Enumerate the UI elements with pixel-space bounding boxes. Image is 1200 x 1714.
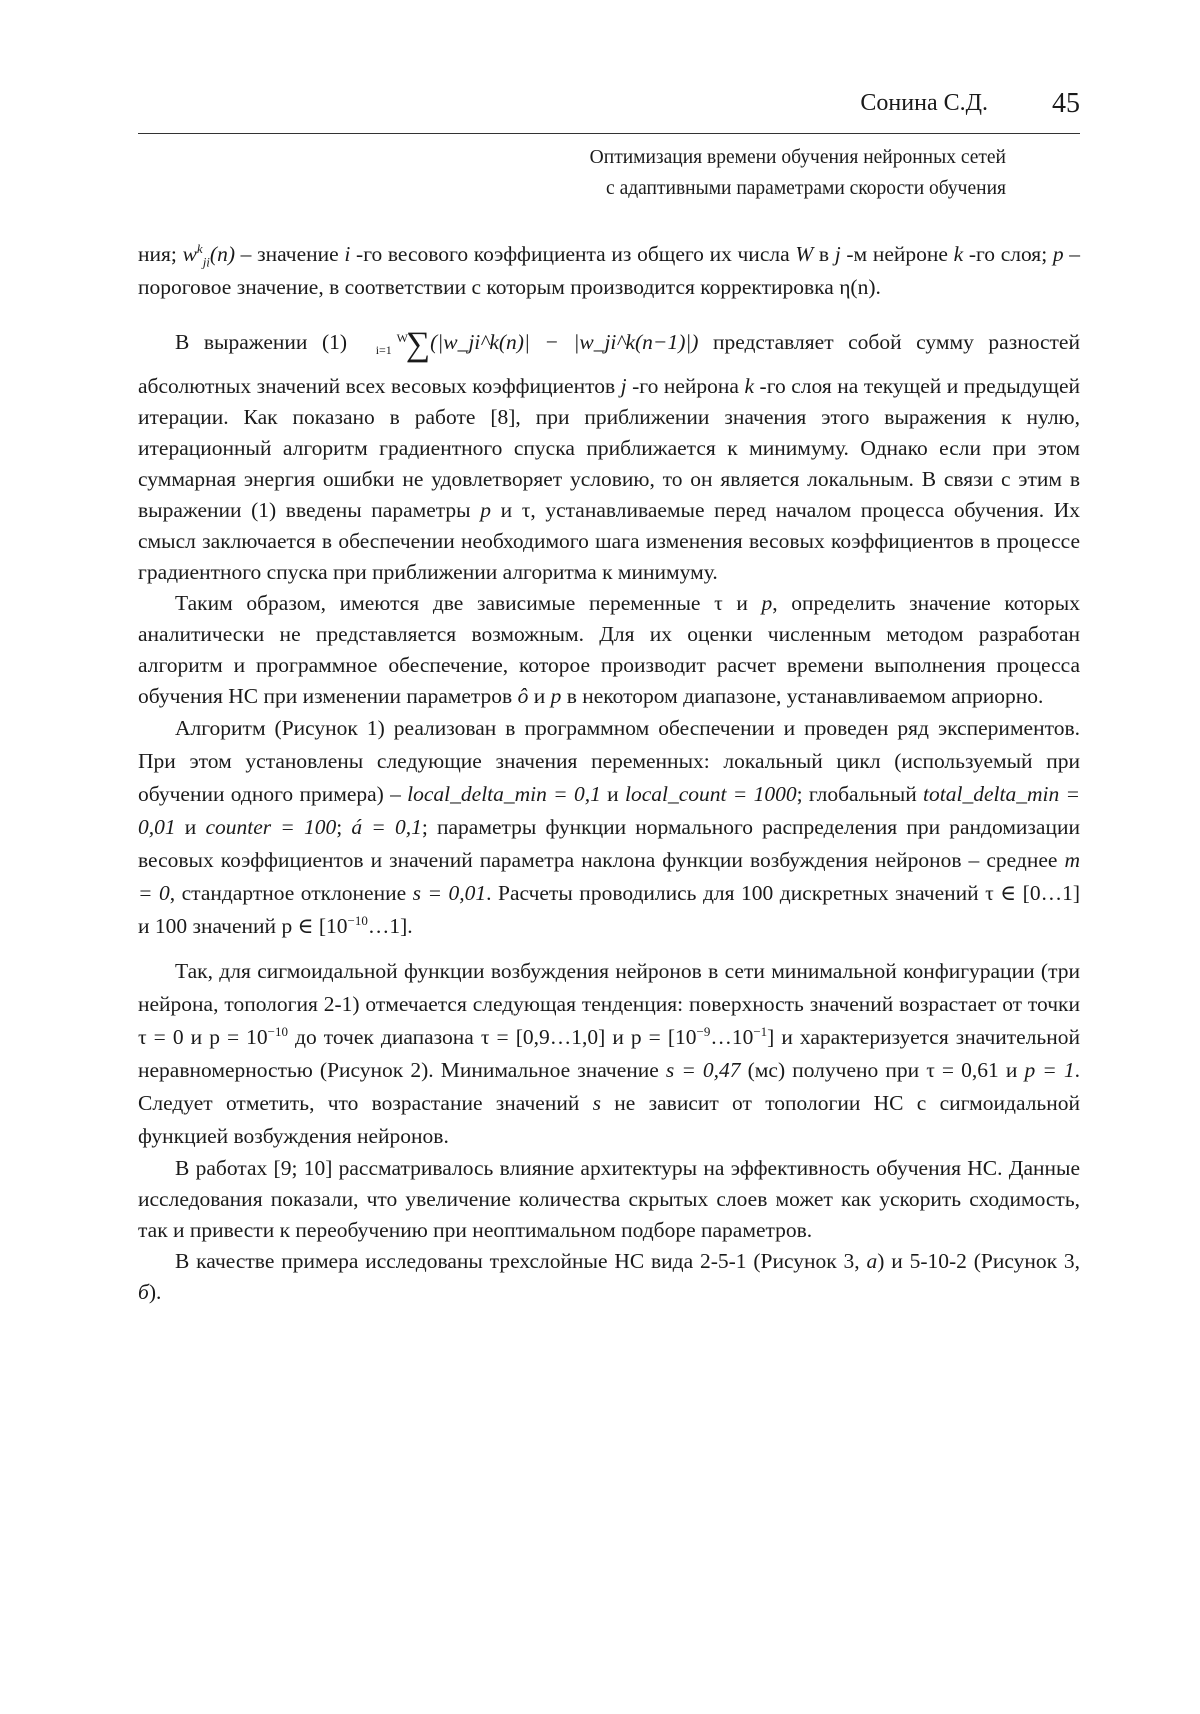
- text-run: .: [875, 275, 881, 299]
- formula-s-min: s = 0,47: [665, 1058, 741, 1082]
- text-run: , определить значение которых аналитически не представляется возможным. Для их оценки численным методом разработан алгоритм и программное обеспечение, которое производит расчет времени выполнения процесса обучения НС при изменении параметров: [138, 591, 1080, 708]
- formula-symbol: j: [620, 374, 627, 398]
- formula-symbol: τ: [521, 498, 531, 522]
- paragraph-3: [138, 588, 1080, 712]
- formula-symbol: τ: [714, 591, 723, 615]
- formula-weight: [182, 240, 235, 270]
- text-run: . Следует отметить, что возрастание значений: [138, 1058, 1081, 1115]
- text-run: в: [813, 242, 835, 266]
- formula-local-count: local_count = 1000: [624, 782, 797, 806]
- formula-part: p = 10: [209, 1025, 268, 1049]
- formula-symbol: W: [795, 242, 814, 266]
- formula-symbol: ô: [517, 684, 529, 708]
- formula-tau-opt: τ = 0,61: [926, 1058, 999, 1082]
- running-header-title-line-2: с адаптивными параметрами скорости обучения: [606, 178, 1006, 199]
- running-header-title-line-1: Оптимизация времени обучения нейронных сетей: [589, 147, 1006, 168]
- text-run: ; параметры функции нормального распределения при рандомизации весовых коэффициентов и значений параметра наклона функции возбуждения нейронов – среднее: [138, 815, 1080, 872]
- text-run: . Расчеты проводились для 100 дискретных значений: [486, 881, 986, 905]
- text-run: -го нейрона: [626, 374, 745, 398]
- paragraph-4: [138, 712, 1080, 943]
- text-run: -го слоя на текущей и предыдущей итерации. Как показано в работе [8], при приближении значения этого выражения к нулю, итерационный алгоритм градиентного спуска приближается к минимуму. Однако если при этом суммарная энергия ошибки не удовлетворяет условию, то он является локальным. В связи с этим в выражении (1) введены параметры: [138, 374, 1081, 522]
- text-run: и: [528, 684, 551, 708]
- formula-symbol: k: [953, 242, 964, 266]
- text-run: .: [407, 914, 413, 938]
- formula-superscript: −9: [696, 1023, 711, 1039]
- sum-upper-limit: W: [396, 331, 408, 346]
- text-run: Таким образом, имеются две зависимые переменные: [175, 591, 715, 615]
- formula-subscript: ji: [202, 254, 210, 270]
- text-run: ;: [336, 815, 352, 839]
- paragraph-6: В работах [9; 10] рассматривалось влияние архитектуры на эффективность обучения НС. Данные исследования показали, что увеличение количества скрытых слоев может как ускорить сходимость, так и привести к переобучению при неоптимальном подборе параметров.: [138, 1156, 1080, 1242]
- text-run: В выражении (1): [175, 330, 362, 354]
- text-run: ).: [148, 1280, 162, 1304]
- text-run: и: [183, 1025, 210, 1049]
- formula-superscript: −10: [347, 912, 368, 928]
- text-run: в некотором диапазоне, устанавливаемом априорно.: [561, 684, 1044, 708]
- formula-sum-body: (|w_ji^k(n)| − |w_ji^k(n−1)|): [430, 330, 699, 354]
- formula-symbol: k: [744, 374, 755, 398]
- text-run: и: [491, 498, 522, 522]
- text-run: до точек диапазона: [287, 1025, 481, 1049]
- text-run: ) и 5-10-2 (Рисунок 3,: [877, 1249, 1080, 1273]
- formula-p-start: [209, 1025, 288, 1049]
- formula-symbol: i: [344, 242, 351, 266]
- formula-part: …10: [710, 1025, 754, 1049]
- formula-tau-zero: τ = 0: [138, 1025, 184, 1049]
- text-run: -го слоя;: [963, 242, 1053, 266]
- formula-symbol: j: [834, 242, 841, 266]
- formula-part: ]: [767, 1025, 775, 1049]
- formula-symbol: w: [182, 242, 197, 266]
- sum-symbol: ∑: [405, 326, 431, 363]
- formula-total-delta-min: total_delta_min = 0,01: [138, 782, 1080, 839]
- text-run: Так, для сигмоидальной функции возбуждения нейронов в сети минимальной конфигурации (три нейрона, топология 2-1) отмечается следующая тенденция: поверхность значений возрастает от точки: [138, 959, 1080, 1016]
- text-run: ния;: [138, 242, 177, 266]
- formula-symbol: p: [480, 498, 491, 522]
- text-run: В качестве примера исследованы трехслойные НС вида 2-5-1 (Рисунок 3,: [175, 1249, 867, 1273]
- sum-lower-limit: i=1: [375, 343, 392, 358]
- formula-sum-limits: [360, 332, 408, 356]
- text-run: (мс) получено при: [740, 1058, 927, 1082]
- text-run: , стандартное отклонение: [169, 881, 413, 905]
- formula-symbol: p: [550, 684, 562, 708]
- paragraph-7: [138, 1246, 1080, 1308]
- formula-part: p ∈ [10: [281, 914, 348, 938]
- formula-mean: m = 0: [138, 848, 1080, 905]
- text-run: Алгоритм (Рисунок 1) реализован в программном обеспечении и проведен ряд экспериментов. При этом установлены следующие значения переменных: локальный цикл (используемый при обучении одного примера) –: [138, 716, 1080, 806]
- formula-superscript: −1: [753, 1023, 768, 1039]
- formula-p-range: [281, 914, 407, 938]
- formula-superscript: −10: [267, 1023, 288, 1039]
- text-run: – значение: [235, 242, 345, 266]
- paragraph-2: [138, 316, 1080, 588]
- paragraph-5: [138, 955, 1080, 1153]
- figure-ref-letter: б: [138, 1280, 149, 1304]
- text-run: и: [998, 1058, 1025, 1082]
- formula-p-range: [631, 1025, 774, 1049]
- formula-local-delta-min: local_delta_min = 0,1: [407, 782, 601, 806]
- formula-alpha: á = 0,1: [351, 815, 422, 839]
- formula-symbol: s: [592, 1091, 602, 1115]
- formula-symbol: p: [761, 591, 773, 615]
- text-run: и: [605, 1025, 631, 1049]
- figure-ref-letter: а: [866, 1249, 878, 1273]
- formula-argument: (n): [209, 242, 235, 266]
- text-run: и характеризуется значительной неравномерностью (Рисунок 2). Минимальное значение: [138, 1025, 1080, 1082]
- text-run: представляет собой сумму разностей абсолютных значений всех весовых коэффициентов: [138, 330, 1080, 398]
- body-text: [138, 238, 1080, 1308]
- text-run: -го весового коэффициента из общего их числа: [350, 242, 796, 266]
- text-run: не зависит от топологии НС с сигмоидальной функцией возбуждения нейронов.: [138, 1091, 1080, 1148]
- formula-tau-range: τ ∈ [0…1]: [985, 881, 1080, 905]
- formula-tau-range: τ = [0,9…1,0]: [480, 1025, 606, 1049]
- running-header-author: Сонина С.Д.: [860, 90, 988, 116]
- text-run: и: [722, 591, 762, 615]
- formula-superscript: k: [196, 240, 203, 256]
- text-run: ; глобальный: [796, 782, 924, 806]
- text-run: и: [175, 815, 206, 839]
- formula-part: p = [10: [630, 1025, 697, 1049]
- formula-counter: counter = 100: [205, 815, 337, 839]
- text-run: и: [600, 782, 625, 806]
- page-number: 45: [1052, 88, 1080, 119]
- formula-std: s = 0,01: [412, 881, 487, 905]
- header-divider: [138, 133, 1080, 134]
- formula-p-opt: p = 1: [1024, 1058, 1075, 1082]
- text-run: , устанавливаемые перед началом процесса обучения. Их смысл заключается в обеспечении необходимого шага изменения весовых коэффициентов в процессе градиентного спуска при приближении алгоритма к минимуму.: [138, 498, 1081, 584]
- paragraph-1: [138, 238, 1080, 304]
- formula-part: …1]: [367, 914, 408, 938]
- text-run: и 100 значений: [138, 914, 282, 938]
- formula-eta: η(n): [839, 275, 876, 299]
- text-run: -м нейроне: [840, 242, 954, 266]
- formula-symbol: p: [1052, 242, 1064, 266]
- text-run: – пороговое значение, в соответствии с которым производится корректировка: [138, 242, 1081, 299]
- running-header-title: [480, 142, 1006, 204]
